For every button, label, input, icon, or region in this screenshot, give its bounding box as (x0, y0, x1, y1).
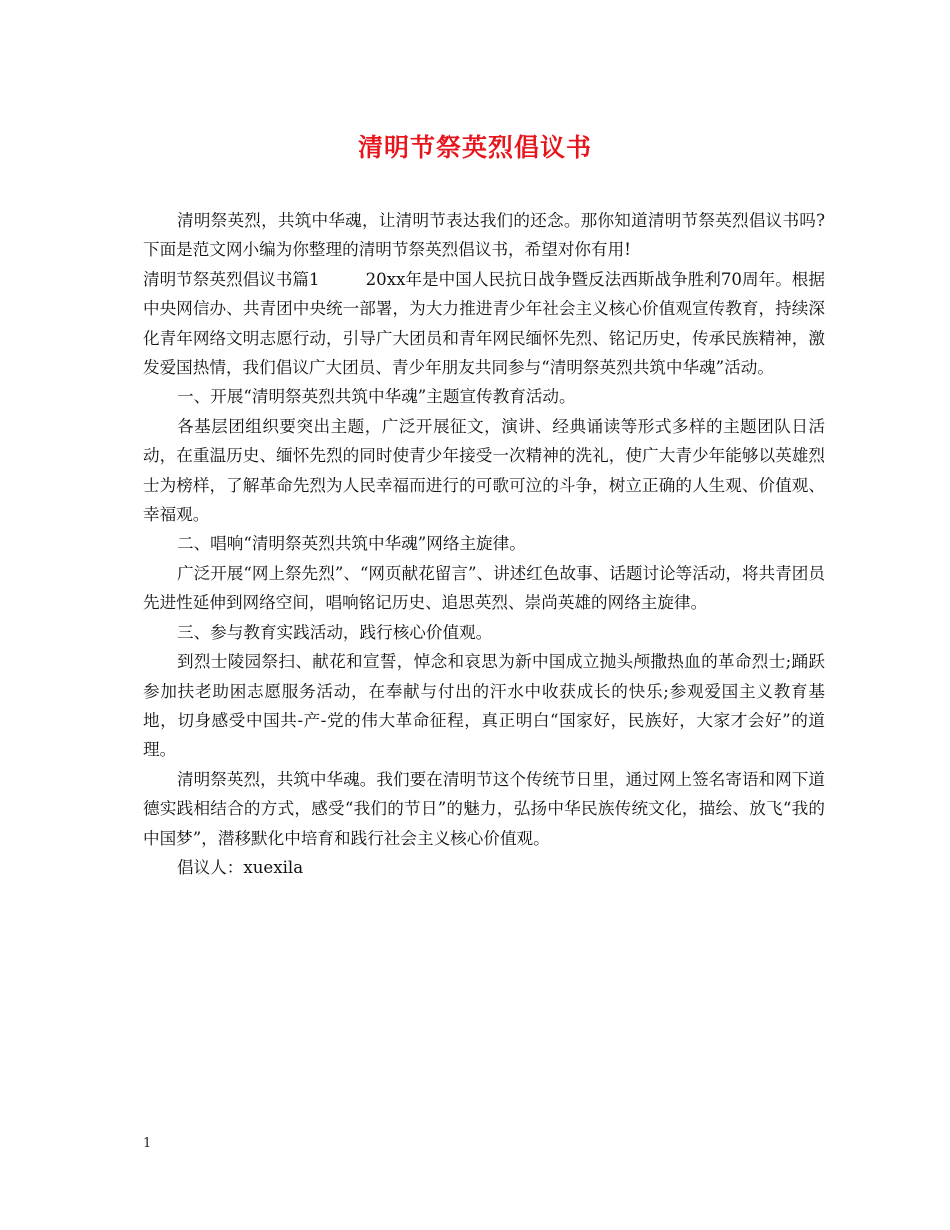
section-first-text: 20xx年是中国人民抗日战争暨反法西斯战争胜利70周年。根据中央网信办、共青团中央统一部署，为大力推进青少年社会主义核心价值观宣传教育，持续深化青年网络文明志愿行动，引导广大团员和青年网民缅怀先烈、铭记历史，传承民族精神，激发爱国热情，我们倡议广大团员、青少年朋友共同参与“清明祭英烈共筑中华魂”活动。 (143, 269, 826, 378)
section-label: 清明节祭英烈倡议书篇1 (143, 269, 320, 289)
heading-3: 三、参与教育实践活动，践行核心价值观。 (177, 622, 493, 642)
section-first-paragraph (143, 265, 825, 383)
closing-paragraph: 清明祭英烈，共筑中华魂。我们要在清明节这个传统节日里，通过网上签名寄语和网下道德实践相结合的方式，感受“我们的节日”的魅力，弘扬中华民族传统文化，描绘、放飞“我的中国梦”，潜移默化中培育和践行社会主义核心价值观。 (143, 769, 825, 848)
intro-paragraph: 清明祭英烈，共筑中华魂，让清明节表达我们的还念。那你知道清明节祭英烈倡议书吗?下面是范文网小编为你整理的清明节祭英烈倡议书，希望对你有用! (143, 211, 825, 260)
document-body (143, 206, 825, 882)
heading-2: 二、唱响“清明祭英烈共筑中华魂”网络主旋律。 (177, 534, 526, 554)
signature: 倡议人：xuexila (177, 857, 304, 877)
heading-1: 一、开展“清明祭英烈共筑中华魂”主题宣传教育活动。 (177, 387, 576, 407)
paragraph-1: 各基层团组织要突出主题，广泛开展征文，演讲、经典诵读等形式多样的主题团队日活动，在重温历史、缅怀先烈的同时使青少年接受一次精神的洗礼，使广大青少年能够以英雄烈士为榜样，了解革命先烈为人民幸福而进行的可歌可泣的斗争，树立正确的人生观、价值观、幸福观。 (143, 416, 825, 525)
page-title: 清明节祭英烈倡议书 (357, 133, 592, 162)
page-number: 1 (143, 1136, 152, 1151)
paragraph-2: 广泛开展“网上祭先烈”、“网页献花留言”、讲述红色故事、话题讨论等活动，将共青团员先进性延伸到网络空间，唱响铭记历史、追思英烈、崇尚英雄的网络主旋律。 (143, 563, 825, 613)
paragraph-3: 到烈士陵园祭扫、献花和宣誓，悼念和哀思为新中国成立抛头颅撒热血的革命烈士;踊跃参加扶老助困志愿服务活动，在奉献与付出的汗水中收获成长的快乐;参观爱国主义教育基地，切身感受中国共-产-党的伟大革命征程，真正明白“国家好，民族好，大家才会好”的道理。 (143, 652, 825, 760)
